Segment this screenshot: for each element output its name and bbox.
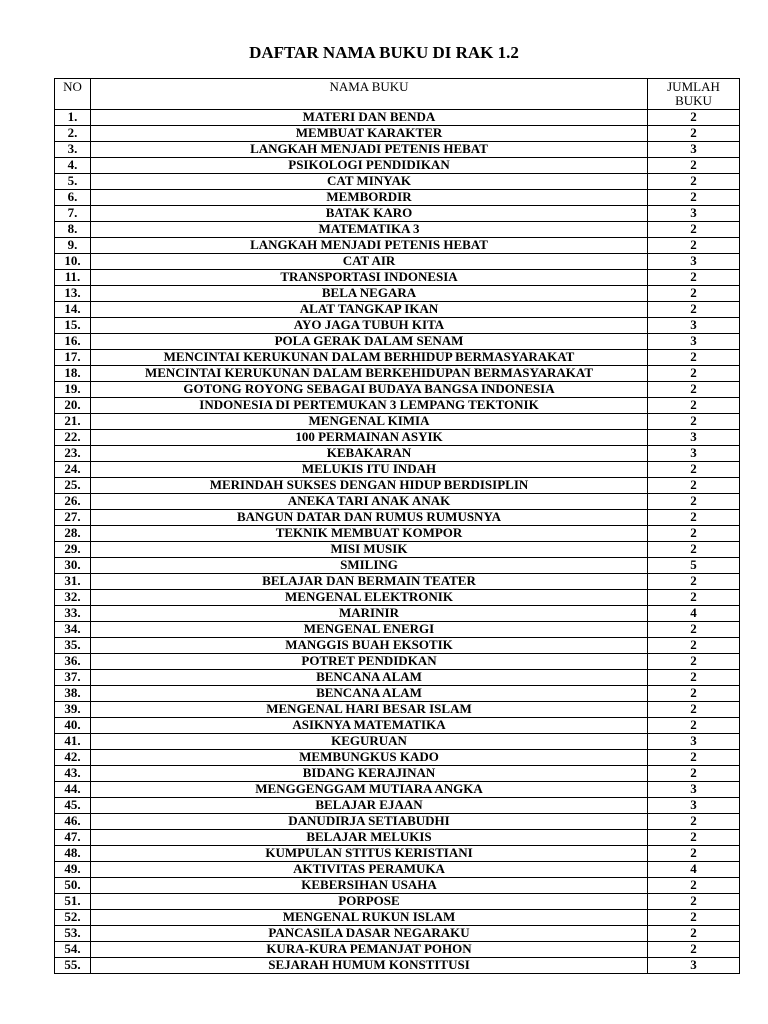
table-row (55, 430, 740, 446)
book-name: LANGKAH MENJADI PETENIS HEBAT (91, 238, 648, 254)
book-name: MANGGIS BUAH EKSOTIK (91, 638, 648, 654)
book-name: KEBERSIHAN USAHA (91, 878, 648, 894)
row-number: 21. (55, 414, 91, 430)
book-count: 5 (648, 558, 740, 574)
book-name: MENGENAL KIMIA (91, 414, 648, 430)
row-number: 39. (55, 702, 91, 718)
book-count: 2 (648, 750, 740, 766)
row-number: 51. (55, 894, 91, 910)
book-name: TEKNIK MEMBUAT KOMPOR (91, 526, 648, 542)
table-row (55, 510, 740, 526)
row-number: 31. (55, 574, 91, 590)
table-row (55, 110, 740, 126)
book-list-table (54, 78, 740, 974)
book-name: POTRET PENDIDKAN (91, 654, 648, 670)
book-count: 3 (648, 334, 740, 350)
table-row (55, 654, 740, 670)
table-row (55, 862, 740, 878)
table-row (55, 206, 740, 222)
table-row (55, 750, 740, 766)
row-number: 23. (55, 446, 91, 462)
table-row (55, 910, 740, 926)
row-number: 11. (55, 270, 91, 286)
book-name: BATAK KARO (91, 206, 648, 222)
book-name: KURA-KURA PEMANJAT POHON (91, 942, 648, 958)
book-name: SMILING (91, 558, 648, 574)
table-row (55, 622, 740, 638)
book-count: 2 (648, 718, 740, 734)
row-number: 10. (55, 254, 91, 270)
table-row (55, 302, 740, 318)
table-row (55, 398, 740, 414)
book-count: 3 (648, 142, 740, 158)
table-row (55, 366, 740, 382)
header-book-count: JUMLAH BUKU (648, 79, 740, 110)
book-count: 2 (648, 270, 740, 286)
row-number: 5. (55, 174, 91, 190)
row-number: 49. (55, 862, 91, 878)
row-number: 19. (55, 382, 91, 398)
row-number: 37. (55, 670, 91, 686)
book-count: 3 (648, 318, 740, 334)
book-name: KEGURUAN (91, 734, 648, 750)
row-number: 27. (55, 510, 91, 526)
book-name: PORPOSE (91, 894, 648, 910)
table-row (55, 462, 740, 478)
row-number: 13. (55, 286, 91, 302)
book-name: MARINIR (91, 606, 648, 622)
table-row (55, 350, 740, 366)
table-row (55, 590, 740, 606)
row-number: 2. (55, 126, 91, 142)
table-row (55, 382, 740, 398)
book-name: PSIKOLOGI PENDIDIKAN (91, 158, 648, 174)
table-row (55, 414, 740, 430)
book-count: 2 (648, 846, 740, 862)
book-name: MENGENAL RUKUN ISLAM (91, 910, 648, 926)
book-name: MENCINTAI KERUKUNAN DALAM BERKEHIDUPAN BERMASYARAKAT (91, 366, 648, 382)
row-number: 54. (55, 942, 91, 958)
table-row (55, 942, 740, 958)
table-row (55, 334, 740, 350)
table-row (55, 606, 740, 622)
book-name: MEMBORDIR (91, 190, 648, 206)
book-count: 2 (648, 814, 740, 830)
book-count: 2 (648, 414, 740, 430)
book-count: 2 (648, 670, 740, 686)
book-count: 2 (648, 382, 740, 398)
book-name: AKTIVITAS PERAMUKA (91, 862, 648, 878)
table-row (55, 830, 740, 846)
book-count: 3 (648, 958, 740, 974)
book-count: 2 (648, 910, 740, 926)
book-name: BANGUN DATAR DAN RUMUS RUMUSNYA (91, 510, 648, 526)
book-count: 2 (648, 286, 740, 302)
book-count: 2 (648, 878, 740, 894)
book-count: 2 (648, 654, 740, 670)
book-name: MEMBUNGKUS KADO (91, 750, 648, 766)
book-name: 100 PERMAINAN ASYIK (91, 430, 648, 446)
row-number: 30. (55, 558, 91, 574)
table-row (55, 574, 740, 590)
table-row (55, 702, 740, 718)
book-name: INDONESIA DI PERTEMUKAN 3 LEMPANG TEKTONIK (91, 398, 648, 414)
book-count: 4 (648, 606, 740, 622)
table-row (55, 846, 740, 862)
book-count: 3 (648, 734, 740, 750)
table-row (55, 126, 740, 142)
table-row (55, 526, 740, 542)
row-number: 38. (55, 686, 91, 702)
row-number: 14. (55, 302, 91, 318)
header-no: NO (55, 79, 91, 110)
book-count: 3 (648, 446, 740, 462)
book-name: MATEMATIKA 3 (91, 222, 648, 238)
table-row (55, 142, 740, 158)
row-number: 20. (55, 398, 91, 414)
book-name: MATERI DAN BENDA (91, 110, 648, 126)
book-count: 2 (648, 686, 740, 702)
row-number: 34. (55, 622, 91, 638)
table-row (55, 958, 740, 974)
row-number: 15. (55, 318, 91, 334)
row-number: 18. (55, 366, 91, 382)
row-number: 7. (55, 206, 91, 222)
book-count: 2 (648, 190, 740, 206)
book-name: AYO JAGA TUBUH KITA (91, 318, 648, 334)
book-name: MISI MUSIK (91, 542, 648, 558)
row-number: 29. (55, 542, 91, 558)
row-number: 24. (55, 462, 91, 478)
table-row (55, 878, 740, 894)
book-count: 2 (648, 830, 740, 846)
book-name: PANCASILA DASAR NEGARAKU (91, 926, 648, 942)
book-name: BELAJAR EJAAN (91, 798, 648, 814)
table-row (55, 446, 740, 462)
book-count: 2 (648, 510, 740, 526)
book-count: 2 (648, 110, 740, 126)
book-count: 2 (648, 622, 740, 638)
table-row (55, 478, 740, 494)
book-count: 2 (648, 238, 740, 254)
row-number: 48. (55, 846, 91, 862)
table-row (55, 734, 740, 750)
book-count: 2 (648, 222, 740, 238)
row-number: 40. (55, 718, 91, 734)
book-name: BELA NEGARA (91, 286, 648, 302)
row-number: 26. (55, 494, 91, 510)
book-count: 2 (648, 942, 740, 958)
row-number: 52. (55, 910, 91, 926)
book-count: 2 (648, 542, 740, 558)
row-number: 16. (55, 334, 91, 350)
table-row (55, 318, 740, 334)
row-number: 22. (55, 430, 91, 446)
row-number: 44. (55, 782, 91, 798)
row-number: 33. (55, 606, 91, 622)
book-name: MEMBUAT KARAKTER (91, 126, 648, 142)
row-number: 41. (55, 734, 91, 750)
row-number: 53. (55, 926, 91, 942)
book-name: BELAJAR MELUKIS (91, 830, 648, 846)
table-row (55, 670, 740, 686)
book-name: ASIKNYA MATEMATIKA (91, 718, 648, 734)
row-number: 6. (55, 190, 91, 206)
header-book-name: NAMA BUKU (91, 79, 648, 110)
book-count: 2 (648, 894, 740, 910)
row-number: 45. (55, 798, 91, 814)
book-count: 2 (648, 350, 740, 366)
book-count: 2 (648, 702, 740, 718)
table-row (55, 542, 740, 558)
book-name: MERINDAH SUKSES DENGAN HIDUP BERDISIPLIN (91, 478, 648, 494)
book-name: CAT MINYAK (91, 174, 648, 190)
book-name: DANUDIRJA SETIABUDHI (91, 814, 648, 830)
book-name: MENGENAL ELEKTRONIK (91, 590, 648, 606)
row-number: 1. (55, 110, 91, 126)
table-row (55, 894, 740, 910)
row-number: 46. (55, 814, 91, 830)
book-count: 2 (648, 766, 740, 782)
row-number: 3. (55, 142, 91, 158)
table-row (55, 494, 740, 510)
row-number: 17. (55, 350, 91, 366)
table-row (55, 638, 740, 654)
table-row (55, 190, 740, 206)
book-name: ALAT TANGKAP IKAN (91, 302, 648, 318)
book-name: CAT AIR (91, 254, 648, 270)
book-count: 2 (648, 526, 740, 542)
book-name: MENCINTAI KERUKUNAN DALAM BERHIDUP BERMASYARAKAT (91, 350, 648, 366)
row-number: 50. (55, 878, 91, 894)
table-row (55, 158, 740, 174)
page-title: DAFTAR NAMA BUKU DI RAK 1.2 (249, 43, 519, 62)
row-number: 43. (55, 766, 91, 782)
row-number: 9. (55, 238, 91, 254)
table-row (55, 814, 740, 830)
table-row (55, 926, 740, 942)
book-count: 2 (648, 366, 740, 382)
row-number: 4. (55, 158, 91, 174)
book-count: 2 (648, 926, 740, 942)
book-count: 3 (648, 430, 740, 446)
row-number: 47. (55, 830, 91, 846)
book-count: 2 (648, 158, 740, 174)
book-name: BIDANG KERAJINAN (91, 766, 648, 782)
book-name: KEBAKARAN (91, 446, 648, 462)
row-number: 25. (55, 478, 91, 494)
row-number: 36. (55, 654, 91, 670)
book-name: MENGENAL HARI BESAR ISLAM (91, 702, 648, 718)
book-name: MENGENAL ENERGI (91, 622, 648, 638)
row-number: 35. (55, 638, 91, 654)
table-row (55, 798, 740, 814)
book-count: 2 (648, 494, 740, 510)
table-row (55, 222, 740, 238)
table-row (55, 782, 740, 798)
book-count: 3 (648, 254, 740, 270)
table-row (55, 254, 740, 270)
book-count: 2 (648, 126, 740, 142)
table-row (55, 558, 740, 574)
row-number: 42. (55, 750, 91, 766)
row-number: 28. (55, 526, 91, 542)
table-row (55, 766, 740, 782)
table-row (55, 238, 740, 254)
book-name: ANEKA TARI ANAK ANAK (91, 494, 648, 510)
book-name: LANGKAH MENJADI PETENIS HEBAT (91, 142, 648, 158)
book-name: SEJARAH HUMUM KONSTITUSI (91, 958, 648, 974)
book-count: 2 (648, 174, 740, 190)
book-count: 2 (648, 302, 740, 318)
book-name: TRANSPORTASI INDONESIA (91, 270, 648, 286)
row-number: 55. (55, 958, 91, 974)
book-count: 3 (648, 206, 740, 222)
book-count: 3 (648, 782, 740, 798)
table-body (55, 110, 740, 974)
book-count: 2 (648, 590, 740, 606)
table-row (55, 286, 740, 302)
book-count: 4 (648, 862, 740, 878)
table-row (55, 718, 740, 734)
table-row (55, 174, 740, 190)
book-count: 2 (648, 462, 740, 478)
book-name: POLA GERAK DALAM SENAM (91, 334, 648, 350)
row-number: 32. (55, 590, 91, 606)
book-count: 3 (648, 798, 740, 814)
book-name: MENGGENGGAM MUTIARA ANGKA (91, 782, 648, 798)
table-row (55, 270, 740, 286)
book-name: BENCANA ALAM (91, 686, 648, 702)
book-count: 2 (648, 638, 740, 654)
book-name: MELUKIS ITU INDAH (91, 462, 648, 478)
book-count: 2 (648, 574, 740, 590)
book-name: BELAJAR DAN BERMAIN TEATER (91, 574, 648, 590)
row-number: 8. (55, 222, 91, 238)
table-row (55, 686, 740, 702)
book-name: KUMPULAN STITUS KERISTIANI (91, 846, 648, 862)
book-name: BENCANA ALAM (91, 670, 648, 686)
table-header-row (55, 79, 740, 110)
book-count: 2 (648, 398, 740, 414)
book-name: GOTONG ROYONG SEBAGAI BUDAYA BANGSA INDONESIA (91, 382, 648, 398)
book-count: 2 (648, 478, 740, 494)
